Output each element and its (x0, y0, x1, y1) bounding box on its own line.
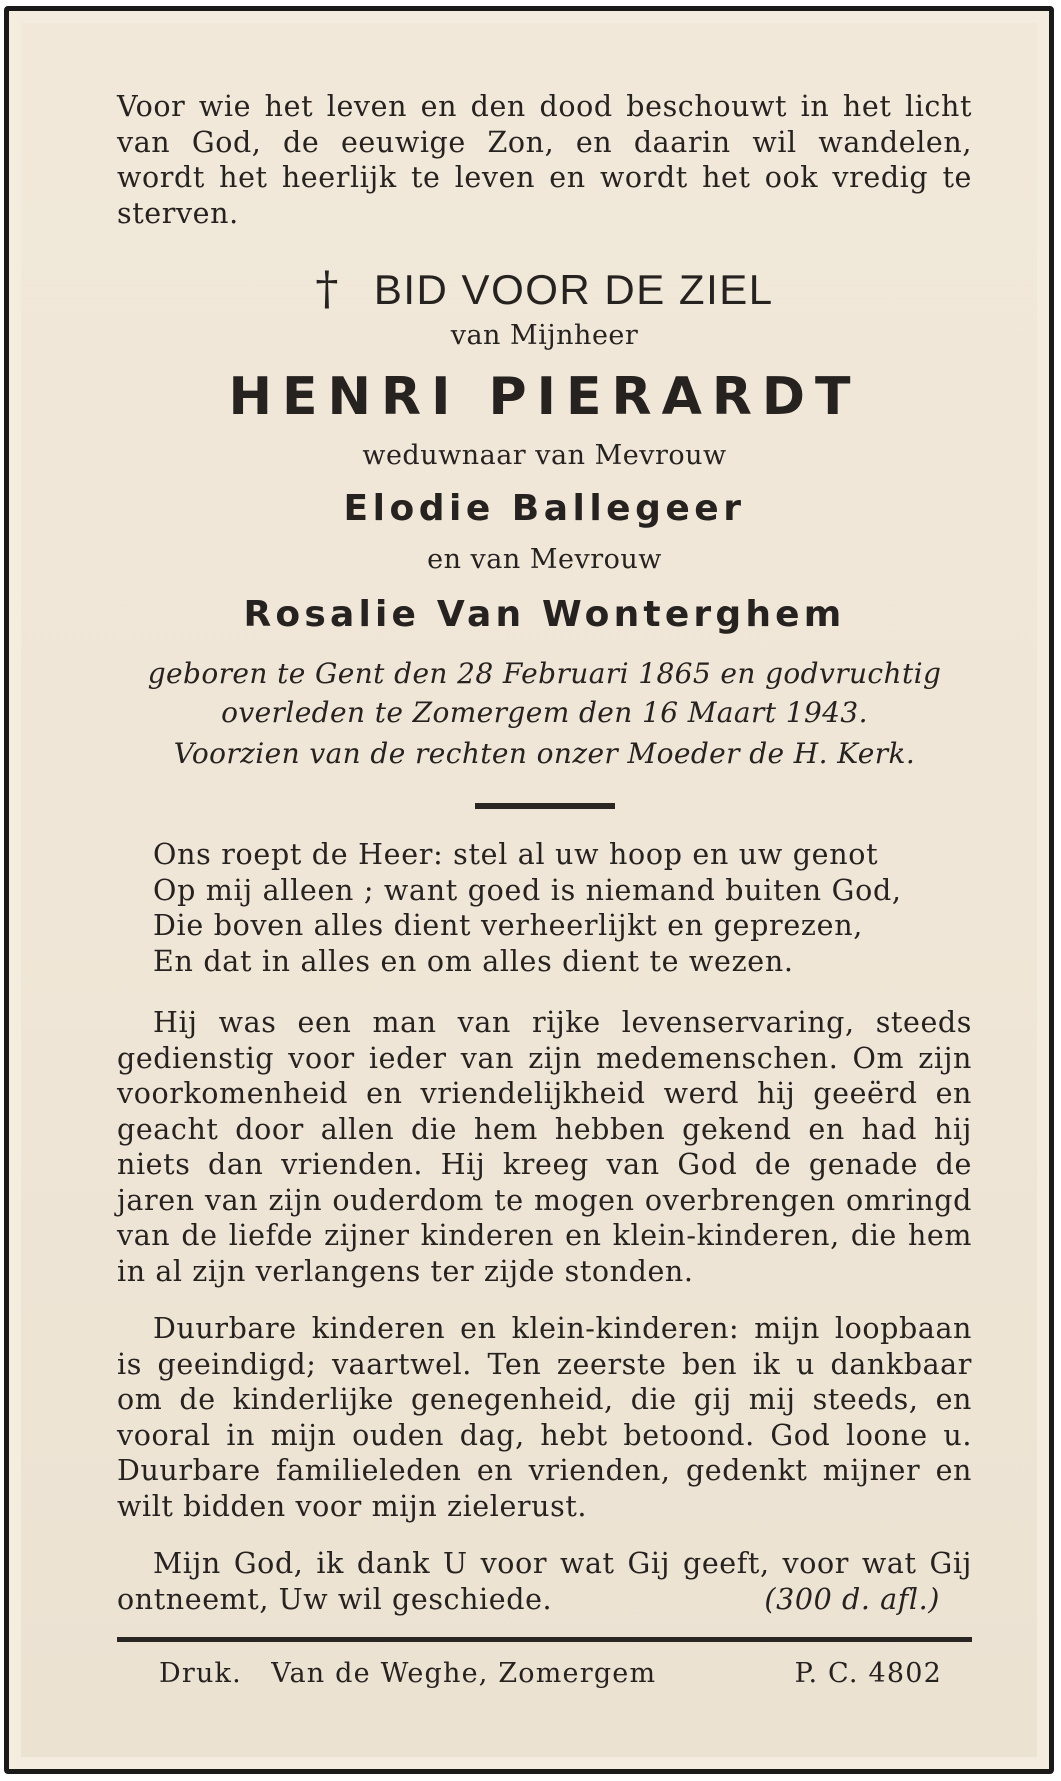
indulgence-note: (300 d. afl.) (764, 1582, 940, 1616)
intro-paragraph: Voor wie het leven en den dood beschouwt in het licht van God, de eeuwige Zon, en daarin wil wandelen, wordt het heerlijk te leven en wordt het ook vredig te sterven. (117, 90, 972, 230)
verse-line: Op mij alleen ; want goed is niemand buiten God, (153, 873, 902, 907)
verse-line: En dat in alles en om alles dient te wezen. (153, 944, 794, 978)
verse-line: Ons roept de Heer: stel al uw hoop en uw genot (153, 838, 879, 871)
cross-icon: † (315, 261, 340, 315)
deceased-name: HENRI PIERARDT (228, 367, 861, 427)
widower-of: weduwnaar van Mevrouw (362, 440, 727, 471)
footer-divider (117, 1637, 972, 1642)
sacraments-line: Voorzien van de rechten onzer Moeder de H. Kerk. (173, 737, 916, 770)
memorial-card (4, 6, 1054, 1774)
life-paragraph: Hij was een man van rijke levenservaring, steeds gedienstig voor ieder van zijn medemenschen. Om zijn voorkomenheid en vriendelijkheid werd hij geeërd en geacht door allen die hem hebben gekend en had hij niets dan vrienden. Hij kreeg van God de genade de jaren van zijn ouderdom te mogen overbrengen omringd van de liefde zijner kinderen en klein-kinderen, die hem in al zijn verlangens ter zijde stonden. (117, 1006, 972, 1288)
and-of: en van Mevrouw (427, 544, 662, 575)
first-spouse-name: Elodie Ballegeer (343, 488, 746, 529)
van-mijnheer: van Mijnheer (450, 320, 639, 351)
prayer-text: Mijn God, ik dank U voor wat Gij geeft, voor wat Gij ontneemt, Uw wil geschiede. (117, 1547, 972, 1616)
verse-line: Die boven alles dient verheerlijkt en geprezen, (153, 909, 864, 942)
second-spouse-name: Rosalie Van Wonterghem (243, 594, 846, 635)
printer-name: Druk. Van de Weghe, Zomergem (159, 1658, 657, 1689)
verse-block (153, 837, 972, 979)
death-line: overleden te Zomergem den 16 Maart 1943. (221, 696, 868, 729)
short-divider (475, 803, 615, 809)
postal-code: P. C. 4802 (794, 1658, 942, 1689)
heading-text: BID VOOR DE ZIEL (373, 266, 774, 313)
card-content (117, 89, 972, 1689)
printer-footer (117, 1658, 972, 1689)
farewell-paragraph: Duurbare kinderen en klein-kinderen: mijn loopbaan is geeindigd; vaartwel. Ten zeerste ben ik u dankbaar om de kinderlijke genegenheid, die gij mij steeds, en vooral in mijn ouden dag, hebt betoond. God loone u. Duurbare familieleden en vrienden, gedenkt mijner en wilt bidden voor mijn zielerust. (117, 1312, 972, 1523)
prayer-heading (117, 258, 972, 318)
prayer-paragraph (117, 1546, 972, 1617)
birth-line: geboren te Gent den 28 Februari 1865 en godvruchtig (147, 657, 942, 690)
